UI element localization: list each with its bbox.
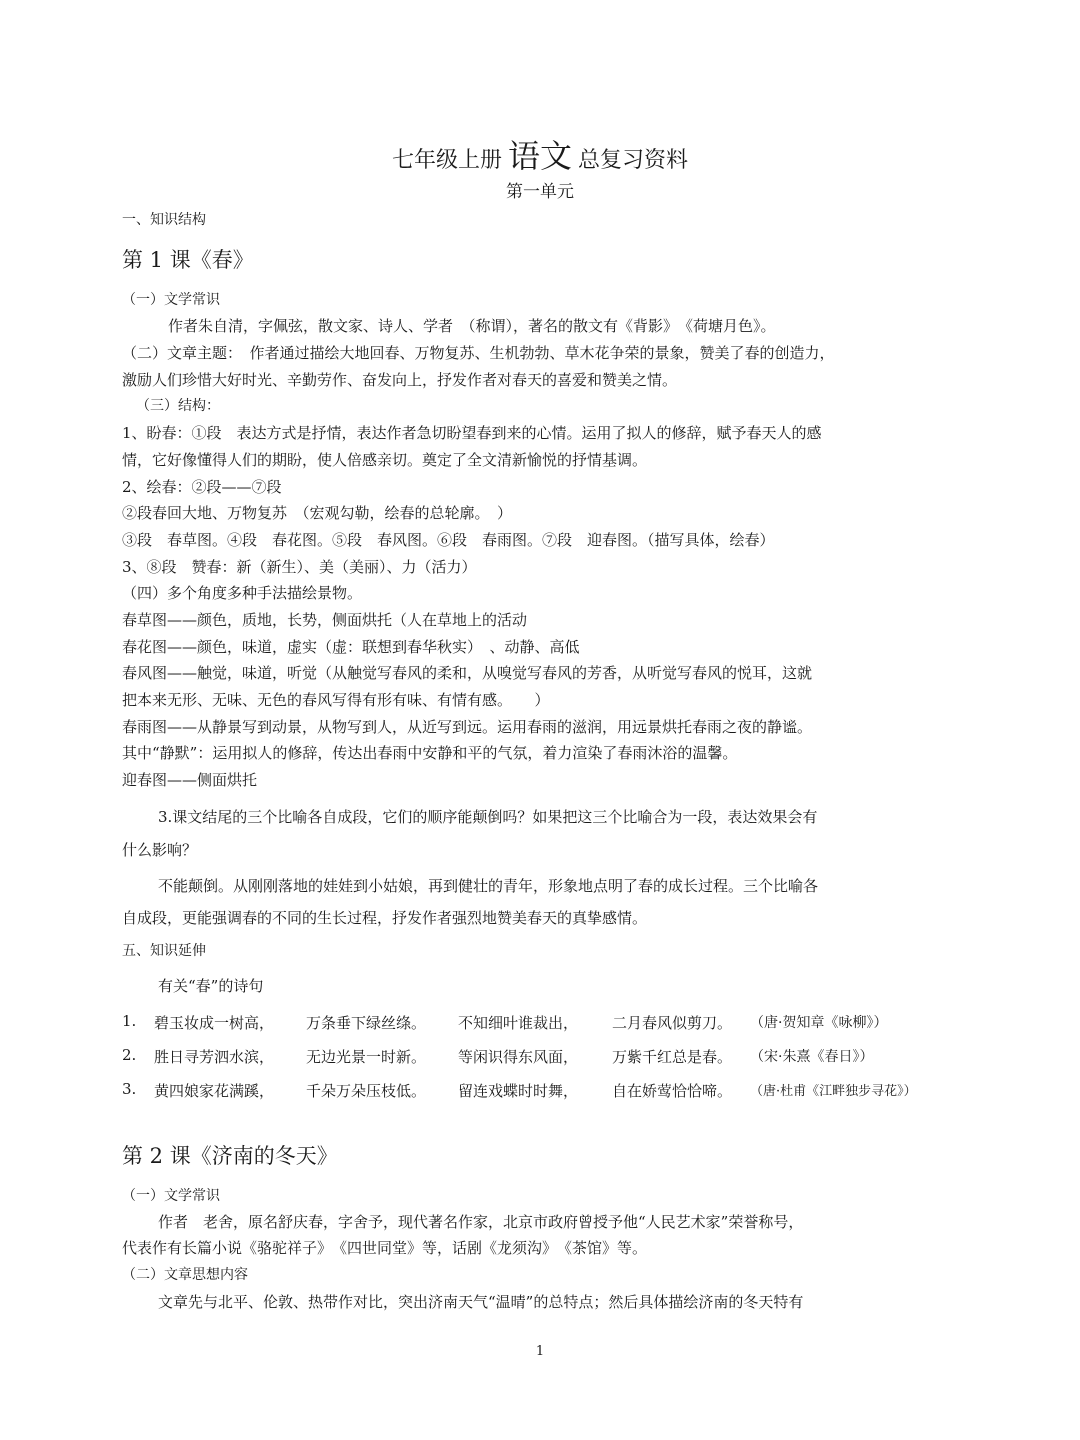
title-post: 总复习资料 <box>578 148 689 173</box>
answer-3-line-1: 不能颠倒。从刚刚落地的娃娃到小姑娘，再到健壮的青年，形象地点明了春的成长过程。三个比喻各 <box>158 877 819 895</box>
poem-source: （唐·贺知章《咏柳》） <box>750 1015 888 1031</box>
flower-scene: 春花图——颜色，味道，虚实（虚：联想到春华秋实） 、动静、高低 <box>122 638 580 656</box>
idea-heading: （二）文章思想内容 <box>122 1267 248 1283</box>
poem-line: 等闲识得东风面， <box>458 1048 579 1066</box>
section-heading: 一、知识结构 <box>122 212 206 228</box>
poem-line: 万条垂下绿丝绦。 <box>306 1014 427 1032</box>
title-pre: 七年级上册 <box>391 148 502 173</box>
grass-scene: 春草图——颜色，质地，长势，侧面烘托（人在草地上的活动 <box>122 611 528 629</box>
poem-number: 3. <box>122 1080 137 1098</box>
poem-source: （唐·杜甫《江畔独步寻花》） <box>750 1084 917 1099</box>
lit-heading-2: （一）文学常识 <box>122 1188 220 1204</box>
lesson-1-heading: 第 1 课《春》 <box>122 248 254 272</box>
poem-line: 万紫千红总是春。 <box>612 1048 733 1066</box>
structure-heading: （三）结构： <box>136 398 220 414</box>
poem-intro: 有关“春”的诗句 <box>158 977 264 995</box>
unit-title: 第一单元 <box>506 182 574 202</box>
theme-line-2: 激励人们珍惜大好时光、辛勤劳作、奋发向上，抒发作者对春天的喜爱和赞美之情。 <box>122 371 678 389</box>
poem-line: 留连戏蝶时时舞， <box>458 1082 579 1100</box>
wind-scene-1: 春风图——触觉，味道，听觉（从触觉写春风的柔和，从嗅觉写春风的芳香，从听觉写春风的悦耳，这就 <box>122 664 813 682</box>
wind-scene-2: 把本来无形、无味、无色的春风写得有形有味、有情有感。 ） <box>122 691 550 709</box>
poem-line: 不知细叶谁裁出， <box>458 1014 579 1032</box>
structure-2c: ③段 春草图。④段 春花图。⑤段 春风图。⑥段 春雨图。⑦段 迎春图。（描写具体，绘春） <box>122 531 775 549</box>
lit-text-2b: 代表作有长篇小说《骆驼祥子》 《四世同堂》等，话剧《龙须沟》 《茶馆》等。 <box>122 1239 648 1257</box>
idea-text: 文章先与北平、伦敦、热带作对比，突出济南天气“温晴”的总特点；然后具体描绘济南的冬天特有 <box>158 1293 804 1311</box>
structure-1a: 1、盼春：①段 表达方式是抒情，表达作者急切盼望春到来的心情。运用了拟人的修辞，赋予春天人的感 <box>122 424 822 442</box>
rain-scene-1: 春雨图——从静景写到动景，从物写到人，从近写到远。运用春雨的滋润，用远景烘托春雨之夜的静谧。 <box>122 718 813 736</box>
question-3-line-1: 3.课文结尾的三个比喻各自成段，它们的顺序能颠倒吗？如果把这三个比喻合为一段，表达效果会有 <box>158 808 818 826</box>
poem-line: 自在娇莺恰恰啼。 <box>612 1082 733 1100</box>
structure-2b: ②段春回大地、万物复苏 （宏观勾勒，绘春的总轮廓。 ） <box>122 504 513 522</box>
document-title <box>0 136 1080 181</box>
poem-source: （宋·朱熹《春日》） <box>750 1049 874 1065</box>
lesson-2-heading: 第 2 课《济南的冬天》 <box>122 1144 338 1168</box>
poem-line: 胜日寻芳泗水滨， <box>154 1048 275 1066</box>
poem-number: 2. <box>122 1046 137 1064</box>
structure-2a: 2、绘春：②段——⑦段 <box>122 478 282 496</box>
poem-line: 千朵万朵压枝低。 <box>306 1082 427 1100</box>
lit-text: 作者朱自清，字佩弦，散文家、诗人、学者 （称谓），著名的散文有《背影》 《荷塘月色》。 <box>168 317 776 335</box>
page-number: 1 <box>535 1344 545 1359</box>
lit-heading: （一）文学常识 <box>122 292 220 308</box>
answer-3-line-2: 自成段，更能强调春的不同的生长过程，抒发作者强烈地赞美春天的真挚感情。 <box>122 909 648 927</box>
techniques-heading: （四）多个角度多种手法描绘景物。 <box>122 584 363 602</box>
lit-text-2a: 作者 老舍，原名舒庆春，字舍予，现代著名作家，北京市政府曾授予他“人民艺术家”荣誉称号， <box>158 1213 804 1231</box>
extension-heading: 五、知识延伸 <box>122 943 206 959</box>
structure-1b: 情，它好像懂得人们的期盼，使人倍感亲切。奠定了全文清新愉悦的抒情基调。 <box>122 451 648 469</box>
poem-line: 碧玉妆成一树高， <box>154 1014 275 1032</box>
poem-number: 1. <box>122 1012 137 1030</box>
welcome-scene: 迎春图——侧面烘托 <box>122 771 258 789</box>
question-3-line-2: 什么影响？ <box>122 841 198 859</box>
structure-3: 3、⑧段 赞春：新（新生）、美（美丽）、力（活力） <box>122 558 477 576</box>
poem-line: 无边光景一时新。 <box>306 1048 427 1066</box>
rain-scene-2: 其中“静默”：运用拟人的修辞，传达出春雨中安静和平的气氛，着力渲染了春雨沐浴的温馨。 <box>122 744 738 762</box>
poem-line: 黄四娘家花满蹊， <box>154 1082 275 1100</box>
poem-line: 二月春风似剪刀。 <box>612 1014 733 1032</box>
theme-line-1: （二）文章主题： 作者通过描绘大地回春、万物复苏、生机勃勃、草木花争荣的景象，赞美了春的创造力， <box>122 344 835 362</box>
title-big: 语文 <box>507 137 572 175</box>
